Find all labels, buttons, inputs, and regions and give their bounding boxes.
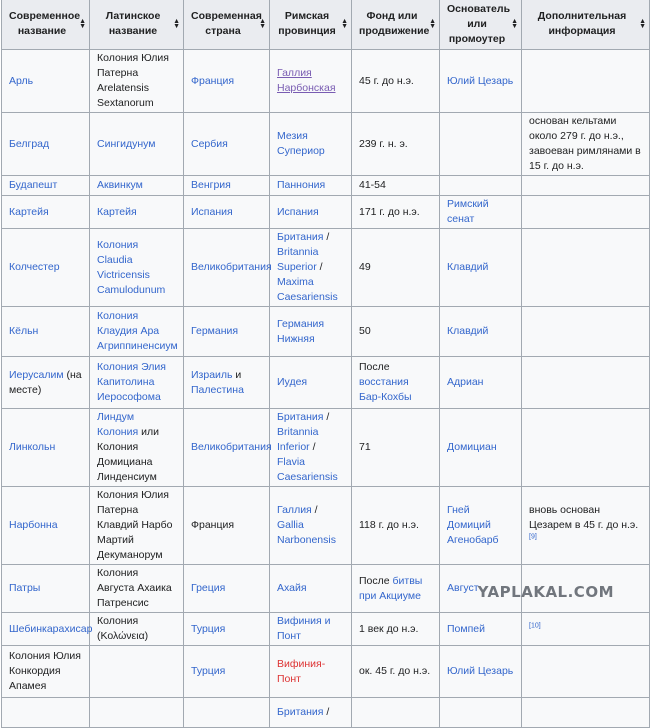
table-cell <box>184 307 270 357</box>
table-cell <box>90 613 184 646</box>
table-cell <box>90 176 184 196</box>
cell-link[interactable]: Клавдий <box>447 325 489 337</box>
cell-link[interactable]: Аквинкум <box>97 179 143 191</box>
cell-link[interactable]: Греция <box>191 582 226 594</box>
table-cell <box>440 113 522 176</box>
table-row <box>2 487 650 565</box>
table-cell <box>440 307 522 357</box>
cell-text: 41-54 <box>359 179 386 191</box>
table-cell <box>440 613 522 646</box>
table-cell <box>522 196 650 229</box>
header-label: Фонд или <box>366 10 418 22</box>
header-label: продвижение <box>359 25 430 37</box>
table-cell <box>522 646 650 698</box>
cell-link[interactable]: Адриан <box>447 376 484 388</box>
table-cell <box>440 646 522 698</box>
cell-text: / <box>323 706 330 718</box>
table-cell <box>90 196 184 229</box>
table-row <box>2 307 650 357</box>
table-cell <box>440 229 522 307</box>
table-cell <box>440 487 522 565</box>
table-row <box>2 176 650 196</box>
column-header-3[interactable] <box>270 0 352 50</box>
cell-text: (на месте) <box>9 368 82 396</box>
cell-text: основан кельтами около 279 г. до н.э., завоеван римлянами в 15 г. до н.э. <box>529 115 641 172</box>
reference-link[interactable]: [9] <box>529 533 537 541</box>
table-cell <box>352 487 440 565</box>
cell-text: Колония (Κολώνεια) <box>97 615 149 642</box>
table-cell <box>270 698 352 728</box>
table-cell <box>522 50 650 113</box>
table-cell <box>352 357 440 409</box>
table-row <box>2 50 650 113</box>
table-cell <box>184 50 270 113</box>
header-label: название <box>17 25 67 37</box>
table-row <box>2 229 650 307</box>
table-cell <box>440 50 522 113</box>
cell-text: / <box>323 231 330 243</box>
table-row <box>2 113 650 176</box>
table-cell <box>522 176 650 196</box>
header-label: Дополнительная <box>537 10 627 22</box>
sort-icon[interactable]: ▲ ▼ <box>173 18 180 30</box>
table-cell <box>522 698 650 728</box>
table-cell <box>270 487 352 565</box>
cell-text: / <box>311 504 318 516</box>
cell-link[interactable]: Испания <box>277 205 319 218</box>
table-cell <box>522 113 650 176</box>
table-cell <box>184 565 270 613</box>
table-cell <box>522 409 650 487</box>
cell-text: / <box>323 411 330 423</box>
table-cell <box>90 698 184 728</box>
cell-link[interactable]: Гней Домиций Агенобарб <box>447 504 499 546</box>
cell-link[interactable]: Колчестер <box>9 261 60 273</box>
cell-link[interactable]: Вифиния-Понт <box>277 657 326 685</box>
cell-text: Франция <box>191 519 235 531</box>
table-row <box>2 613 650 646</box>
table-cell <box>184 487 270 565</box>
table-cell <box>352 113 440 176</box>
table-cell <box>352 50 440 113</box>
column-header-1[interactable] <box>90 0 184 50</box>
cell-text: ок. 45 г. до н.э. <box>359 665 431 677</box>
cell-text: 118 г. до н.э. <box>359 519 419 531</box>
cell-link[interactable]: Flavia Caesariensis <box>277 456 338 483</box>
cell-text: 45 г. до н.э. <box>359 74 414 87</box>
table-cell <box>90 50 184 113</box>
cell-link[interactable]: Картейя <box>9 205 49 218</box>
table-cell <box>352 613 440 646</box>
table-cell <box>184 113 270 176</box>
cell-link[interactable]: Израиль <box>191 368 233 381</box>
table-cell <box>270 50 352 113</box>
cell-link[interactable]: Венгрия <box>191 179 231 191</box>
table-cell <box>2 646 90 698</box>
cell-text: 49 <box>359 261 371 273</box>
cell-link[interactable]: Август <box>447 582 479 594</box>
column-header-6[interactable] <box>522 0 650 50</box>
table-cell <box>522 357 650 409</box>
table-body <box>2 50 650 728</box>
cell-link[interactable]: Белград <box>9 137 50 150</box>
cell-link[interactable]: Кёльн <box>9 325 39 337</box>
cell-text: Колония Юлия Патерна Клавдий Нарбо Мартий Декуманорум <box>97 489 173 561</box>
cell-link[interactable]: Юлий Цезарь <box>447 74 514 87</box>
table-cell <box>352 176 440 196</box>
cell-link[interactable]: Иудея <box>277 376 308 388</box>
cell-text: / <box>316 261 323 273</box>
column-header-0[interactable] <box>2 0 90 50</box>
table-cell <box>2 487 90 565</box>
cell-link[interactable]: Вифиния и Понт <box>277 615 331 642</box>
table-cell <box>2 176 90 196</box>
table-cell <box>2 409 90 487</box>
table-cell <box>2 698 90 728</box>
table-cell <box>184 229 270 307</box>
table-cell <box>270 646 352 698</box>
table-cell <box>90 113 184 176</box>
table-cell <box>90 646 184 698</box>
table-row <box>2 196 650 229</box>
cell-link[interactable]: Колония Клаудия Ара Агриппиненсиум <box>97 310 178 352</box>
table-cell <box>352 229 440 307</box>
table-row <box>2 646 650 698</box>
header-label: Основатель <box>447 2 511 15</box>
cell-link[interactable]: Германия <box>191 325 239 337</box>
cell-link[interactable]: Картейя <box>97 205 137 218</box>
header-label: страна <box>205 25 241 37</box>
table-cell <box>2 196 90 229</box>
sort-icon[interactable]: ▲ ▼ <box>259 18 266 30</box>
cell-link[interactable]: Gallia Narbonensis <box>277 519 336 546</box>
cell-link[interactable]: Сингидунум <box>97 137 156 150</box>
table-cell <box>184 646 270 698</box>
table-cell <box>522 229 650 307</box>
cell-link[interactable]: Германия Нижняя <box>277 317 325 345</box>
header-row <box>2 0 650 50</box>
cell-link[interactable]: Британия <box>277 411 324 423</box>
cell-text: 71 <box>359 441 371 453</box>
cell-text: Колония Юлия Конкордия Апамея <box>9 650 81 692</box>
cell-text: вновь основан Цезарем в 45 г. до н.э. <box>529 504 639 531</box>
table-cell <box>270 357 352 409</box>
table-cell <box>440 176 522 196</box>
cell-link[interactable]: Линкольн <box>9 441 56 453</box>
cell-link[interactable]: Помпей <box>447 622 485 635</box>
table-cell <box>522 487 650 565</box>
table-cell <box>352 646 440 698</box>
sort-icon[interactable]: ▲ ▼ <box>639 18 646 30</box>
cell-text: 1 век до н.э. <box>359 622 419 635</box>
table-cell <box>352 698 440 728</box>
cell-link[interactable]: Турция <box>191 665 226 677</box>
cell-link[interactable]: Мезия Супериор <box>277 130 325 157</box>
table-cell <box>90 229 184 307</box>
cell-link[interactable]: Великобритания <box>191 441 272 453</box>
cell-link[interactable]: Галлия Нарбонская <box>277 67 336 94</box>
table-cell <box>270 565 352 613</box>
header-label: провинция <box>278 25 336 37</box>
cell-link[interactable]: Иерусалим <box>9 368 64 381</box>
table-cell <box>270 196 352 229</box>
cell-text: Колония Августа Ахаика Патренсис <box>97 567 172 609</box>
cell-link[interactable]: Турция <box>191 622 226 635</box>
table-cell <box>522 613 650 646</box>
cell-link[interactable]: Юлий Цезарь <box>447 665 514 677</box>
header-label: или <box>467 17 487 30</box>
table-cell <box>352 565 440 613</box>
cell-text: После <box>359 361 390 373</box>
watermark-logo: YAPLAKAL.COM <box>477 583 614 601</box>
table-cell <box>90 565 184 613</box>
cell-text: 239 г. н. э. <box>359 137 408 150</box>
table-row <box>2 698 650 728</box>
reference-link[interactable]: [10] <box>529 622 541 629</box>
table-cell <box>440 698 522 728</box>
cell-link[interactable]: Britannia Superior <box>277 246 319 273</box>
colonies-table <box>1 0 650 728</box>
cell-link[interactable]: Испания <box>191 205 233 218</box>
table-cell <box>184 196 270 229</box>
table-cell <box>440 409 522 487</box>
table-cell <box>270 613 352 646</box>
cell-text: Колония Юлия Патерна Arelatensis Sextanorum <box>97 52 169 109</box>
cell-link[interactable]: Maxima Caesariensis <box>277 276 338 303</box>
cell-link[interactable]: Колония Claudia Victricensis Camulodunum <box>97 238 166 296</box>
table-cell <box>90 307 184 357</box>
cell-link[interactable]: Сербия <box>191 137 228 150</box>
cell-link[interactable]: Линдум Колония <box>97 411 139 438</box>
table-cell <box>270 307 352 357</box>
sort-icon[interactable]: ▲ ▼ <box>79 18 86 30</box>
cell-text: или Колония Домициана Линденсиум <box>97 426 159 483</box>
table-cell <box>270 229 352 307</box>
cell-link[interactable]: Галлия <box>277 504 312 516</box>
header-label: название <box>108 25 158 37</box>
cell-link[interactable]: Будапешт <box>9 179 58 191</box>
cell-link[interactable]: Колония Элия Капитолина Иерософома <box>97 361 166 403</box>
cell-text: 171 г. до н.э. <box>359 205 420 218</box>
table-cell <box>270 176 352 196</box>
cell-link[interactable]: Ахайя <box>277 582 307 594</box>
table-cell <box>184 409 270 487</box>
cell-link[interactable]: Патры <box>9 582 41 594</box>
table-row <box>2 409 650 487</box>
cell-text: 50 <box>359 325 371 337</box>
cell-link[interactable]: Великобритания <box>191 261 272 273</box>
cell-link[interactable]: Британия <box>277 706 324 718</box>
table-cell <box>2 50 90 113</box>
table-cell <box>270 409 352 487</box>
header-label: Римская <box>284 10 330 22</box>
table-cell <box>2 229 90 307</box>
cell-link[interactable]: Домициан <box>447 441 497 453</box>
cell-link[interactable]: Клавдий <box>447 261 489 273</box>
table-cell <box>2 113 90 176</box>
sort-icon[interactable]: ▲ ▼ <box>341 18 348 30</box>
table-cell <box>352 307 440 357</box>
cell-link[interactable]: битвы при Акциуме <box>359 574 423 602</box>
table-cell <box>2 565 90 613</box>
table-cell <box>90 487 184 565</box>
header-label: Латинское <box>105 10 161 22</box>
cell-text: / <box>309 441 316 453</box>
table-cell <box>2 357 90 409</box>
table-cell <box>184 176 270 196</box>
cell-link[interactable]: Палестина <box>191 383 244 396</box>
cell-text: и <box>232 368 242 381</box>
table-cell <box>184 357 270 409</box>
header-label: Современное <box>9 10 81 22</box>
header-label: Современная <box>191 10 262 22</box>
header-label: промоутер <box>448 32 506 45</box>
table-cell <box>2 307 90 357</box>
table-cell <box>352 196 440 229</box>
table-cell <box>270 113 352 176</box>
cell-link[interactable]: восстания Бар-Кохбы <box>359 376 412 403</box>
sort-icon[interactable]: ▲ ▼ <box>429 18 436 30</box>
cell-link[interactable]: Римский сенат <box>447 198 489 225</box>
cell-link[interactable]: Франция <box>191 74 235 87</box>
cell-link[interactable]: Britannia Inferior <box>277 426 319 453</box>
sort-icon[interactable]: ▲ ▼ <box>511 18 518 30</box>
cell-link[interactable]: Британия <box>277 231 324 243</box>
table-cell <box>184 613 270 646</box>
table-cell <box>440 196 522 229</box>
table-cell <box>2 613 93 646</box>
table-cell <box>90 409 184 487</box>
cell-link[interactable]: Нарбонна <box>9 519 58 531</box>
cell-text: После <box>359 574 393 587</box>
table-cell <box>352 409 440 487</box>
cell-link[interactable]: Арль <box>9 74 34 87</box>
column-header-5[interactable] <box>440 0 522 50</box>
table-cell <box>522 307 650 357</box>
table-row <box>2 357 650 409</box>
table-cell <box>184 698 270 728</box>
cell-link[interactable]: Шебинкарахисар <box>9 622 93 635</box>
column-header-2[interactable] <box>184 0 270 50</box>
table-cell <box>440 357 522 409</box>
header-label: информация <box>548 25 616 37</box>
cell-link[interactable]: Паннония <box>277 179 326 191</box>
table-cell <box>90 357 184 409</box>
column-header-4[interactable] <box>352 0 440 50</box>
